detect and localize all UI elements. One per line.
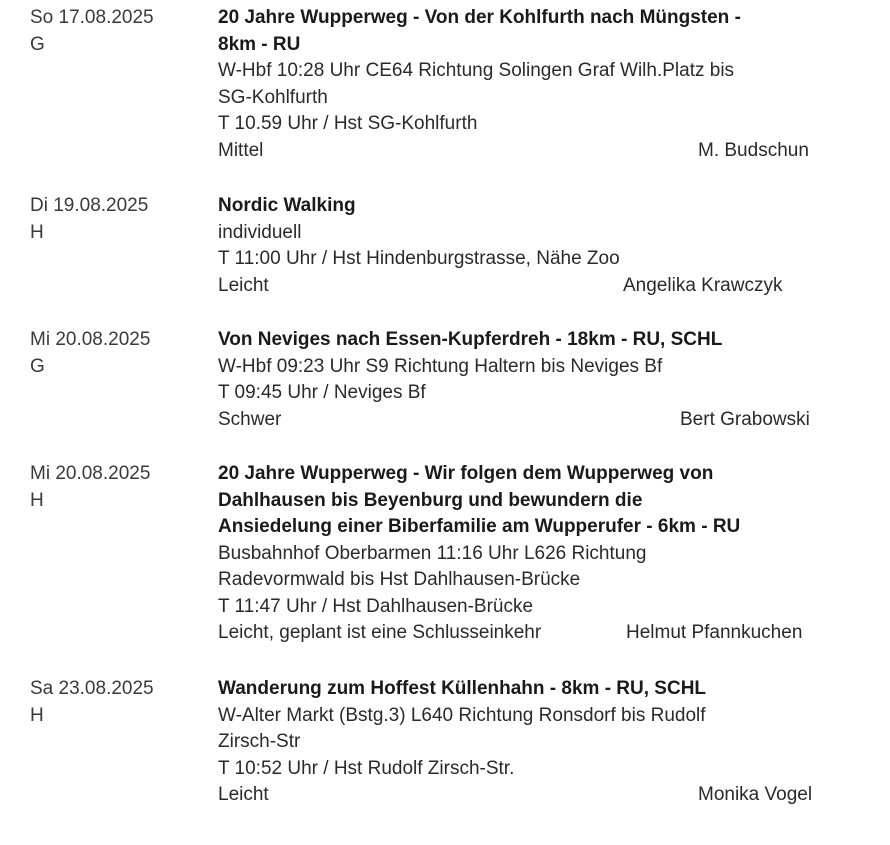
entry-footer [218,620,843,647]
entry-footer [218,138,843,165]
entry-detail-line: T 09:45 Uhr / Neviges Bf [218,382,426,403]
entry-content [218,461,843,647]
entry-date-column [30,327,150,380]
entry-day: Sa 23.08.2025 [30,678,154,699]
entry-leader: M. Budschun [698,139,809,161]
entry-detail-line: SG-Kohlfurth [218,86,328,108]
entry-level: Schwer [218,408,282,430]
entry-footer [218,782,843,809]
entry-level: Leicht [218,784,269,805]
entry-title-line: Dahlhausen bis Beyenburg und bewundern die [218,489,643,511]
entry-detail-line: T 10.59 Uhr / Hst SG-Kohlfurth [218,113,478,134]
entry-level: Leicht [218,274,269,296]
entry-date-column [30,461,150,514]
entry-content [218,327,843,433]
entry-detail-line: Zirsch-Str [218,731,301,752]
entry-day: So 17.08.2025 [30,7,154,28]
entry-detail-line: individuell [218,221,302,243]
entry-content [218,193,843,299]
entry-detail-line: Busbahnhof Oberbarmen 11:16 Uhr L626 Richtung [218,542,647,564]
entry-content [218,5,843,164]
entry-content [218,676,843,809]
entry-level: Mittel [218,139,264,161]
entry-title-line: Wanderung zum Hoffest Küllenhahn - 8km - RU, SCHL [218,678,707,699]
entry-leader: Bert Grabowski [680,408,810,430]
entry-date-column [30,676,154,729]
entry-detail-line: T 10:52 Uhr / Hst Rudolf Zirsch-Str. [218,757,515,779]
entry-day: Mi 20.08.2025 [30,329,151,350]
entry-detail-line: Radevormwald bis Hst Dahlhausen-Brücke [218,569,581,590]
entry-detail-line: T 11:00 Uhr / Hst Hindenburgstrasse, Nähe Zoo [218,248,620,269]
entry-day: Di 19.08.2025 [30,195,149,216]
entry-detail-line: W-Hbf 10:28 Uhr CE64 Richtung Solingen Graf Wilh.Platz bis [218,60,735,81]
entry-footer [218,273,843,300]
entry-day: Mi 20.08.2025 [30,463,151,484]
entry-title-line: 20 Jahre Wupperweg - Wir folgen dem Wupperweg von [218,463,714,484]
entry-date-column [30,193,148,246]
entry-date-column [30,5,154,58]
entry-leader: Monika Vogel [698,784,813,805]
entry-title-line: 8km - RU [218,33,301,55]
entry-group: H [30,704,44,726]
entry-footer [218,407,843,434]
entry-title-line: Ansiedelung einer Biberfamilie am Wupperufer - 6km - RU [218,516,741,537]
entry-leader: Angelika Krawczyk [623,274,783,296]
entry-detail-line: W-Alter Markt (Bstg.3) L640 Richtung Ronsdorf bis Rudolf [218,704,706,726]
entry-title-line: 20 Jahre Wupperweg - Von der Kohlfurth nach Müngsten - [218,7,741,28]
entry-group: H [30,221,44,243]
entry-leader: Helmut Pfannkuchen [626,622,803,643]
entry-detail-line: T 11:47 Uhr / Hst Dahlhausen-Brücke [218,595,534,617]
entry-group: G [30,355,45,377]
entry-group: G [30,33,45,55]
entry-title-line: Nordic Walking [218,195,356,216]
entry-title-line: Von Neviges nach Essen-Kupferdreh - 18km - RU, SCHL [218,329,723,350]
entry-detail-line: W-Hbf 09:23 Uhr S9 Richtung Haltern bis Neviges Bf [218,355,663,377]
entry-level: Leicht, geplant ist eine Schlusseinkehr [218,622,542,643]
entry-group: H [30,489,44,511]
